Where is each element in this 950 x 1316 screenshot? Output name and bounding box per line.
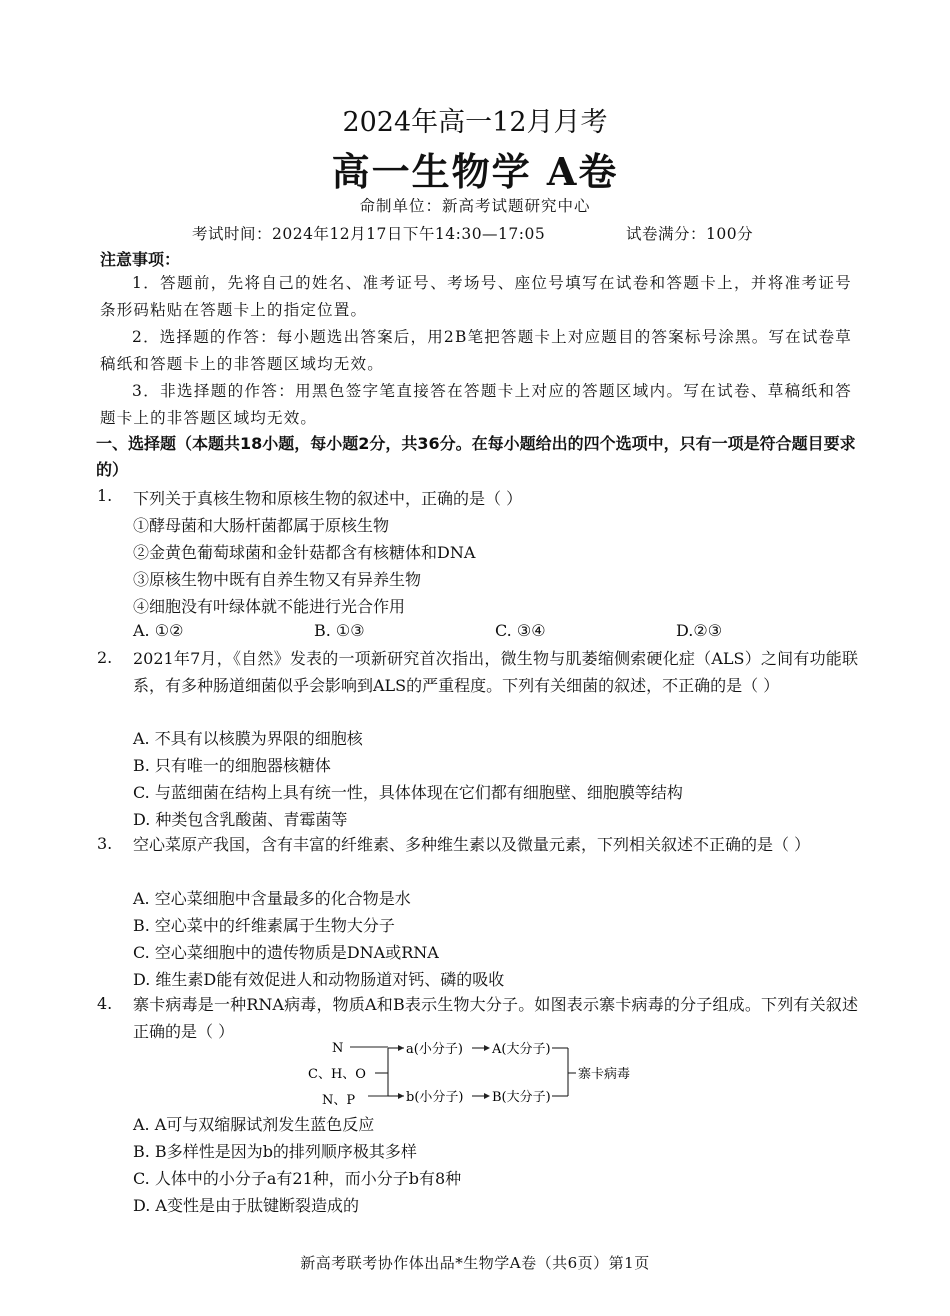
element-np-label: N、P	[322, 1093, 356, 1106]
option-d: D.②③	[676, 621, 723, 640]
option-a: A. A可与双缩脲试剂发生蓝色反应	[133, 1115, 375, 1134]
full-score: 试卷满分：100分	[626, 225, 754, 243]
option-c: C. 空心菜细胞中的遗传物质是DNA或RNA	[133, 943, 439, 962]
option-b: B. ①③	[314, 621, 365, 640]
statement: ③原核生物中既有自养生物又有异养生物	[133, 570, 422, 589]
page-footer: 新高考联考协作体出品*生物学A卷（共6页）第1页	[300, 1254, 650, 1272]
notice-item: 2．选择题的作答：每小题选出答案后，用2B笔把答题卡上对应题目的答案标号涂黑。写在试卷草稿纸和答题卡上的非答题区域均无效。	[100, 328, 852, 373]
notice-heading: 注意事项：	[100, 250, 181, 269]
macromolecule-b: B(大分子)	[492, 1090, 551, 1105]
zika-virus-label: 寨卡病毒	[578, 1067, 631, 1082]
question-stem: 空心菜原产我国，含有丰富的纤维素、多种维生素以及微量元素，下列相关叙述不正确的是（ ）	[133, 835, 811, 854]
section-title: 一、选择题（本题共18小题，每小题2分，共36分。在每小题给出的四个选项中，只有一项是符合题目要求的）	[96, 434, 856, 479]
option-a: A. 空心菜细胞中含量最多的化合物是水	[133, 889, 411, 908]
issuer-line: 命制单位：新高考试题研究中心	[359, 197, 591, 215]
exam-time: 考试时间：2024年12月17日下午14:30—17:05	[192, 225, 546, 243]
option-c: C. 与蓝细菌在结构上具有统一性，具体体现在它们都有细胞壁、细胞膜等结构	[133, 783, 683, 802]
option-b: B. B多样性是因为b的排列顺序极其多样	[133, 1142, 417, 1161]
element-cho-label: C、H、O	[308, 1067, 366, 1082]
option-d: D. A变性是由于肽键断裂造成的	[133, 1196, 359, 1215]
notice-item: 3．非选择题的作答：用黑色签字笔直接答在答题卡上对应的答题区域内。写在试卷、草稿纸和答题卡上的非答题区域均无效。	[100, 382, 852, 427]
virus-composition-diagram	[300, 1034, 660, 1106]
macromolecule-a: A(大分子)	[492, 1042, 551, 1057]
paper-title: 高一生物学 A卷	[331, 149, 619, 194]
option-b: B. 只有唯一的细胞器核糖体	[133, 756, 331, 775]
small-molecule-b: b(小分子)	[406, 1090, 464, 1105]
statement: ①酵母菌和大肠杆菌都属于原核生物	[133, 516, 390, 535]
question-number: 4.	[97, 994, 113, 1013]
question-number: 2.	[97, 648, 113, 667]
option-b: B. 空心菜中的纤维素属于生物大分子	[133, 916, 395, 935]
question-stem: 下列关于真核生物和原核生物的叙述中，正确的是（ ）	[133, 489, 523, 508]
statement: ②金黄色葡萄球菌和金针菇都含有核糖体和DNA	[133, 543, 476, 562]
statement: ④细胞没有叶绿体就不能进行光合作用	[133, 597, 406, 616]
option-c: C. 人体中的小分子a有21种，而小分子b有8种	[133, 1169, 462, 1188]
option-a: A. 不具有以核膜为界限的细胞核	[133, 729, 363, 748]
exam-title: 2024年高一12月月考	[342, 107, 608, 138]
option-d: D. 种类包含乳酸菌、青霉菌等	[133, 810, 348, 829]
question-number: 3.	[97, 834, 113, 853]
small-molecule-a: a(小分子)	[406, 1042, 463, 1057]
question-stem: 2021年7月，《自然》发表的一项新研究首次指出，微生物与肌萎缩侧索硬化症（ALS）之间有功能联系，有多种肠道细菌似乎会影响到ALS的严重程度。下列有关细菌的叙述，不正确的是（ ）	[133, 649, 858, 695]
question-number: 1.	[97, 486, 113, 505]
option-c: C. ③④	[495, 621, 546, 640]
element-n-label: N	[332, 1041, 344, 1056]
option-d: D. 维生素D能有效促进人和动物肠道对钙、磷的吸收	[133, 970, 505, 989]
question-stem: 寨卡病毒是一种RNA病毒，物质A和B表示生物大分子。如图表示寨卡病毒的分子组成。下列有关叙述正确的是（ ）	[133, 995, 858, 1041]
option-a: A. ①②	[133, 621, 184, 640]
notice-item: 1．答题前，先将自己的姓名、准考证号、考场号、座位号填写在试卷和答题卡上，并将准考证号条形码粘贴在答题卡上的指定位置。	[100, 274, 852, 319]
